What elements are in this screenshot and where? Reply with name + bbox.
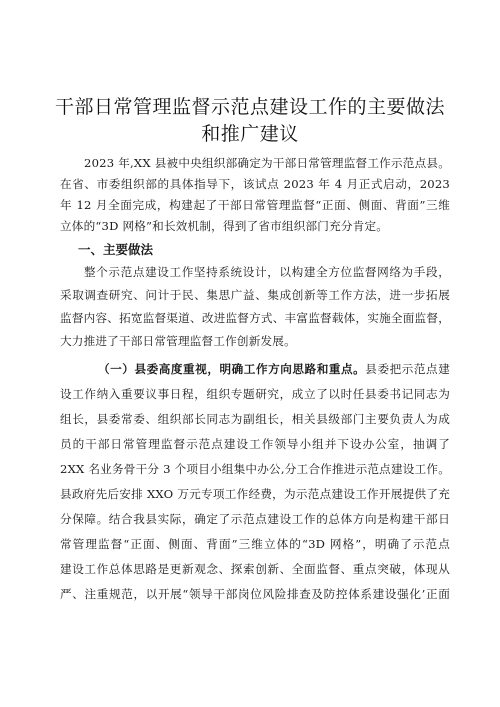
section-paragraph-line-3: 监督内容、拓宽监督渠道、改进监督方式、丰富监督载体，实施全面监督， — [60, 311, 450, 325]
subsection-heading: （一）县委高度重视，明确工作方向思路和重点。 — [98, 362, 366, 376]
intro-line-1: 2023 年,XX 县被中央组织部确定为干部日常管理监督工作示范点县。 — [84, 156, 450, 170]
subsection-line-10: 严、注重规范，以开展“领导干部岗位风险排查及防控体系建设强化’正面 — [60, 587, 450, 601]
document-title-line-2: 和推广建议 — [201, 123, 299, 145]
subsection-first-line — [98, 361, 450, 377]
section-paragraph-line-2: 采取调查研究、问计于民、集思广益、集成创新等工作方法，进一步拓展 — [60, 288, 450, 302]
section-paragraph-line-4: 大力推进了干部日常管理监督工作创新发展。 — [60, 334, 296, 348]
subsection-line-3: 组长，县委常委、组织部长同志为副组长，相关县级部门主要负责人为成 — [60, 412, 450, 426]
subsection-first-line-rest: 县委把示范点建 — [365, 362, 450, 376]
intro-line-4: 立体的“3D 网格”和长效机制，得到了省市组织部门充分肯定。 — [60, 219, 389, 233]
subsection-line-6: 县政府先后安排 XXO 万元专项工作经费，为示范点建设工作开展提供了充 — [60, 487, 450, 501]
subsection-line-5: 2XX 名业务骨干分 3 个项目小组集中办公,分工合作推进示范点建设工作。 — [60, 462, 450, 476]
subsection-line-8: 常管理监督“正面、侧面、背面”三维立体的“3D 网格”，明确了示范点 — [60, 537, 450, 551]
section-paragraph-line-1: 整个示范点建设工作坚持系统设计，以构建全方位监督网络为手段， — [84, 265, 450, 279]
subsection-line-7: 分保障。结合我县实际，确定了示范点建设工作的总体方向是构建干部日 — [60, 512, 450, 526]
intro-line-3: 年 12 月全面完成，构建起了干部日常管理监督“正面、侧面、背面”三维 — [60, 198, 450, 212]
subsection-line-9: 建设工作总体思路是更新观念、探索创新、全面监督、重点突破，体现从 — [60, 562, 450, 576]
subsection-line-4: 员的干部日常管理监督示范点建设工作领导小组并下设办公室，抽调了 — [60, 437, 450, 451]
section-heading: 一、主要做法 — [78, 242, 154, 257]
document-title-line-1: 干部日常管理监督示范点建设工作的主要做法 — [54, 96, 445, 118]
intro-line-2: 在省、市委组织部的具体指导下，该试点 2023 年 4 月正式启动，2023 — [60, 177, 450, 191]
subsection-line-2: 设工作纳入重要议事日程，组织专题研究，成立了以时任县委书记同志为 — [60, 387, 450, 401]
